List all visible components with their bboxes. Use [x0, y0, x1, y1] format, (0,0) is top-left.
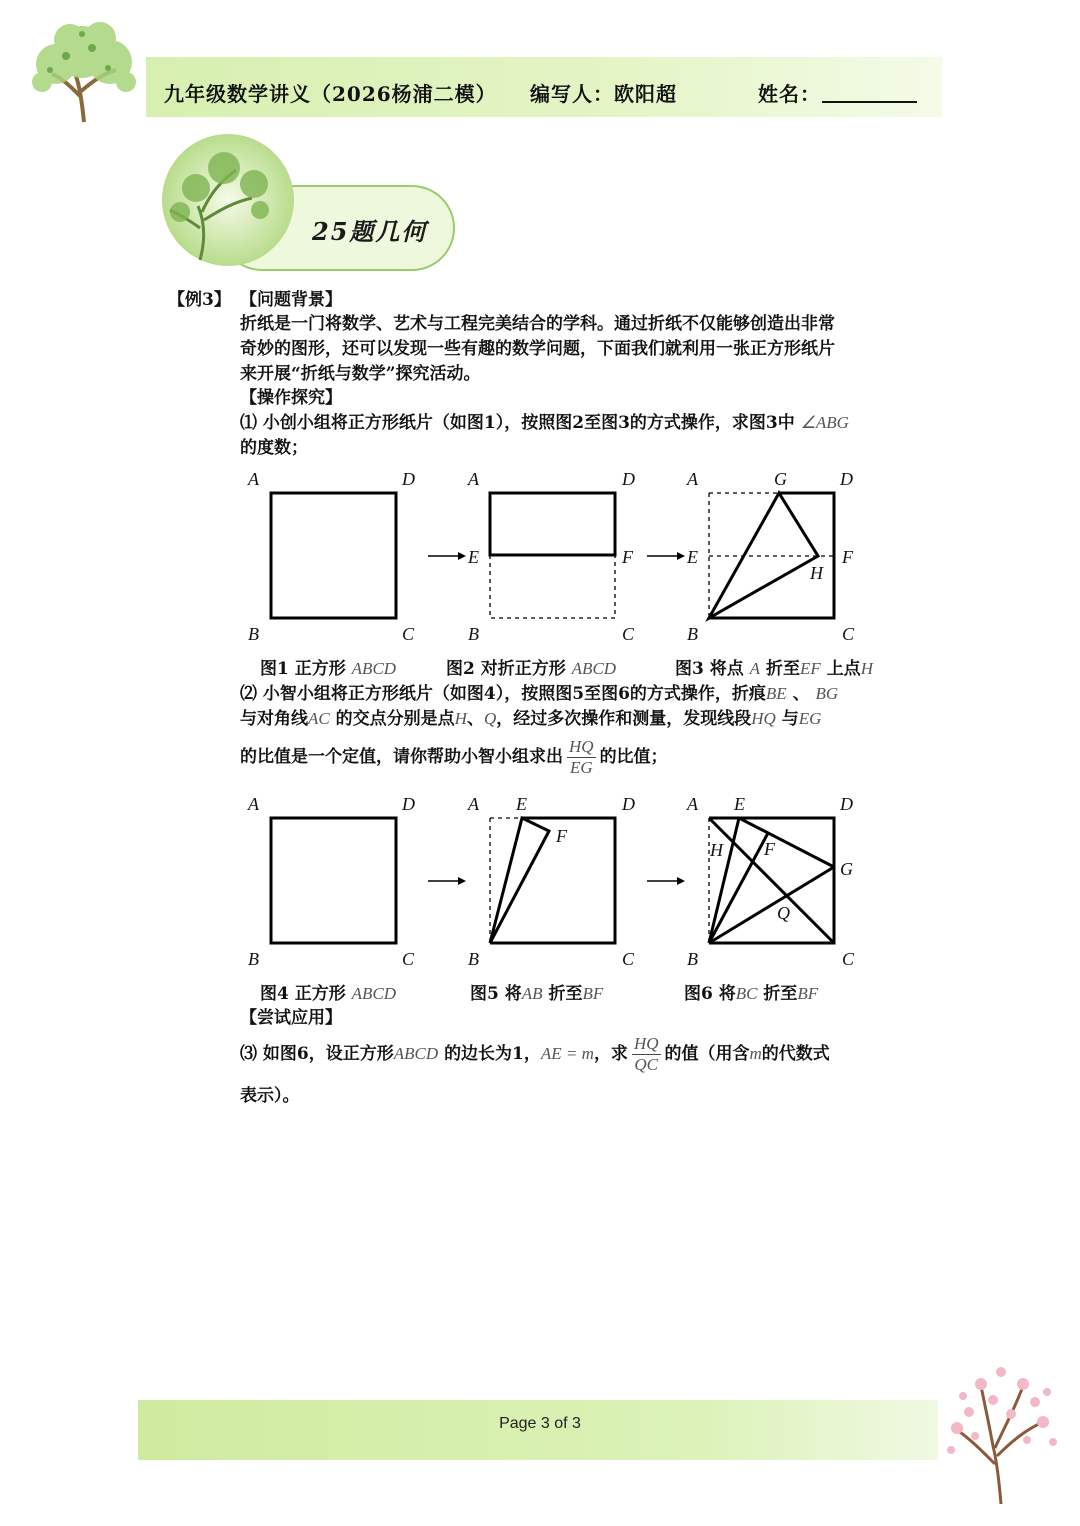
- svg-text:G: G: [774, 469, 787, 489]
- svg-text:E: E: [734, 794, 745, 814]
- svg-text:F: F: [842, 547, 853, 567]
- example-label: 【例3】: [168, 290, 231, 310]
- tree-logo-icon: [22, 18, 144, 124]
- section-title: 25题几何: [312, 217, 428, 246]
- fig4-caption: 图4 正方形 ABCD: [260, 984, 397, 1004]
- section-banner: [160, 128, 460, 278]
- q1-line-2: 的度数；: [240, 438, 308, 458]
- q2-line-3: 的比值是一个定值，请你帮助小智小组求出 $\frac{HQ}{EG}$ 的比值；: [240, 737, 668, 777]
- header-course: 九年级数学讲义（2026杨浦二模）: [164, 82, 497, 106]
- name-blank-line: [822, 101, 917, 103]
- svg-text:H: H: [710, 840, 723, 860]
- svg-text:A: A: [248, 469, 259, 489]
- svg-text:D: D: [622, 794, 635, 814]
- page-number: Page 3 of 3: [499, 1415, 581, 1432]
- svg-text:A: A: [687, 794, 698, 814]
- q3-line-1: ⑶ 如图6，设正方形ABCD 的边长为1，AE = m，求 $\frac{HQ}{QC}$ 的值（用含m的代数式: [240, 1034, 830, 1074]
- arrow-4: [647, 877, 685, 885]
- svg-text:G: G: [840, 859, 853, 879]
- svg-text:E: E: [687, 547, 698, 567]
- fig5-caption: 图5 将AB 折至BF: [470, 984, 604, 1004]
- svg-text:A: A: [687, 469, 698, 489]
- svg-text:B: B: [687, 949, 698, 969]
- svg-text:C: C: [842, 624, 855, 644]
- q2-line-2: 与对角线AC 的交点分别是点H、Q，经过多次操作和测量，发现线段HQ 与EG: [240, 709, 822, 729]
- apply-heading: 【尝试应用】: [240, 1008, 342, 1028]
- svg-text:D: D: [840, 794, 853, 814]
- svg-text:D: D: [402, 469, 415, 489]
- svg-text:B: B: [468, 949, 479, 969]
- svg-text:D: D: [622, 469, 635, 489]
- svg-text:C: C: [402, 624, 415, 644]
- svg-text:A: A: [468, 469, 479, 489]
- figure-3: [686, 469, 855, 644]
- q2-line-1: ⑵ 小智小组将正方形纸片（如图4），按照图5至图6的方式操作，折痕BE 、 BG: [240, 684, 839, 704]
- header-author: 编写人：欧阳超: [530, 82, 677, 106]
- svg-text:B: B: [248, 624, 259, 644]
- arrow-3: [428, 877, 466, 885]
- q3-line-2: 表示）。: [240, 1086, 300, 1106]
- svg-text:D: D: [840, 469, 853, 489]
- background-line-2: 奇妙的图形，还可以发现一些有趣的数学问题，下面我们就利用一张正方形纸片: [240, 339, 835, 359]
- q1-line-1: ⑴ 小创小组将正方形纸片（如图1），按照图2至图3的方式操作，求图3中 ∠ABG: [240, 413, 849, 433]
- svg-text:E: E: [516, 794, 527, 814]
- figure-4: [247, 794, 415, 969]
- figure-1: [247, 469, 415, 644]
- blossom-tree-icon: [935, 1352, 1065, 1507]
- fig2-caption: 图2 对折正方形 ABCD: [446, 659, 617, 679]
- svg-text:C: C: [402, 949, 415, 969]
- fig1-caption: 图1 正方形 ABCD: [260, 659, 397, 679]
- arrow-1: [428, 552, 466, 560]
- svg-text:Q: Q: [777, 903, 790, 923]
- svg-text:C: C: [842, 949, 855, 969]
- fraction-hq-qc: $\frac{HQ}{QC}$: [633, 1034, 659, 1074]
- fig3-caption: 图3 将点 A 折至EF 上点H: [675, 659, 873, 679]
- svg-text:B: B: [468, 624, 479, 644]
- svg-text:C: C: [622, 949, 635, 969]
- figure-6: [686, 794, 855, 969]
- fig6-caption: 图6 将BC 折至BF: [684, 984, 819, 1004]
- header-name-label: 姓名：: [758, 82, 821, 106]
- svg-text:F: F: [764, 839, 775, 859]
- svg-text:B: B: [687, 624, 698, 644]
- svg-text:E: E: [468, 547, 479, 567]
- background-heading: 【问题背景】: [240, 290, 342, 310]
- svg-text:A: A: [468, 794, 479, 814]
- figure-2: [467, 469, 635, 644]
- svg-text:B: B: [248, 949, 259, 969]
- svg-text:H: H: [810, 563, 823, 583]
- svg-text:D: D: [402, 794, 415, 814]
- background-line-3: 来开展“折纸与数学”探究活动。: [240, 364, 481, 384]
- svg-text:F: F: [622, 547, 633, 567]
- svg-text:A: A: [248, 794, 259, 814]
- figure-row-2: [240, 787, 920, 972]
- arrow-2: [647, 552, 685, 560]
- figure-5: [467, 794, 635, 969]
- explore-heading: 【操作探究】: [240, 388, 342, 408]
- svg-text:F: F: [556, 826, 567, 846]
- fraction-hq-eg: $\frac{HQ}{EG}$: [569, 737, 594, 777]
- figure-row-1: [240, 462, 920, 647]
- svg-text:C: C: [622, 624, 635, 644]
- background-line-1: 折纸是一门将数学、艺术与工程完美结合的学科。通过折纸不仅能够创造出非常: [240, 314, 835, 334]
